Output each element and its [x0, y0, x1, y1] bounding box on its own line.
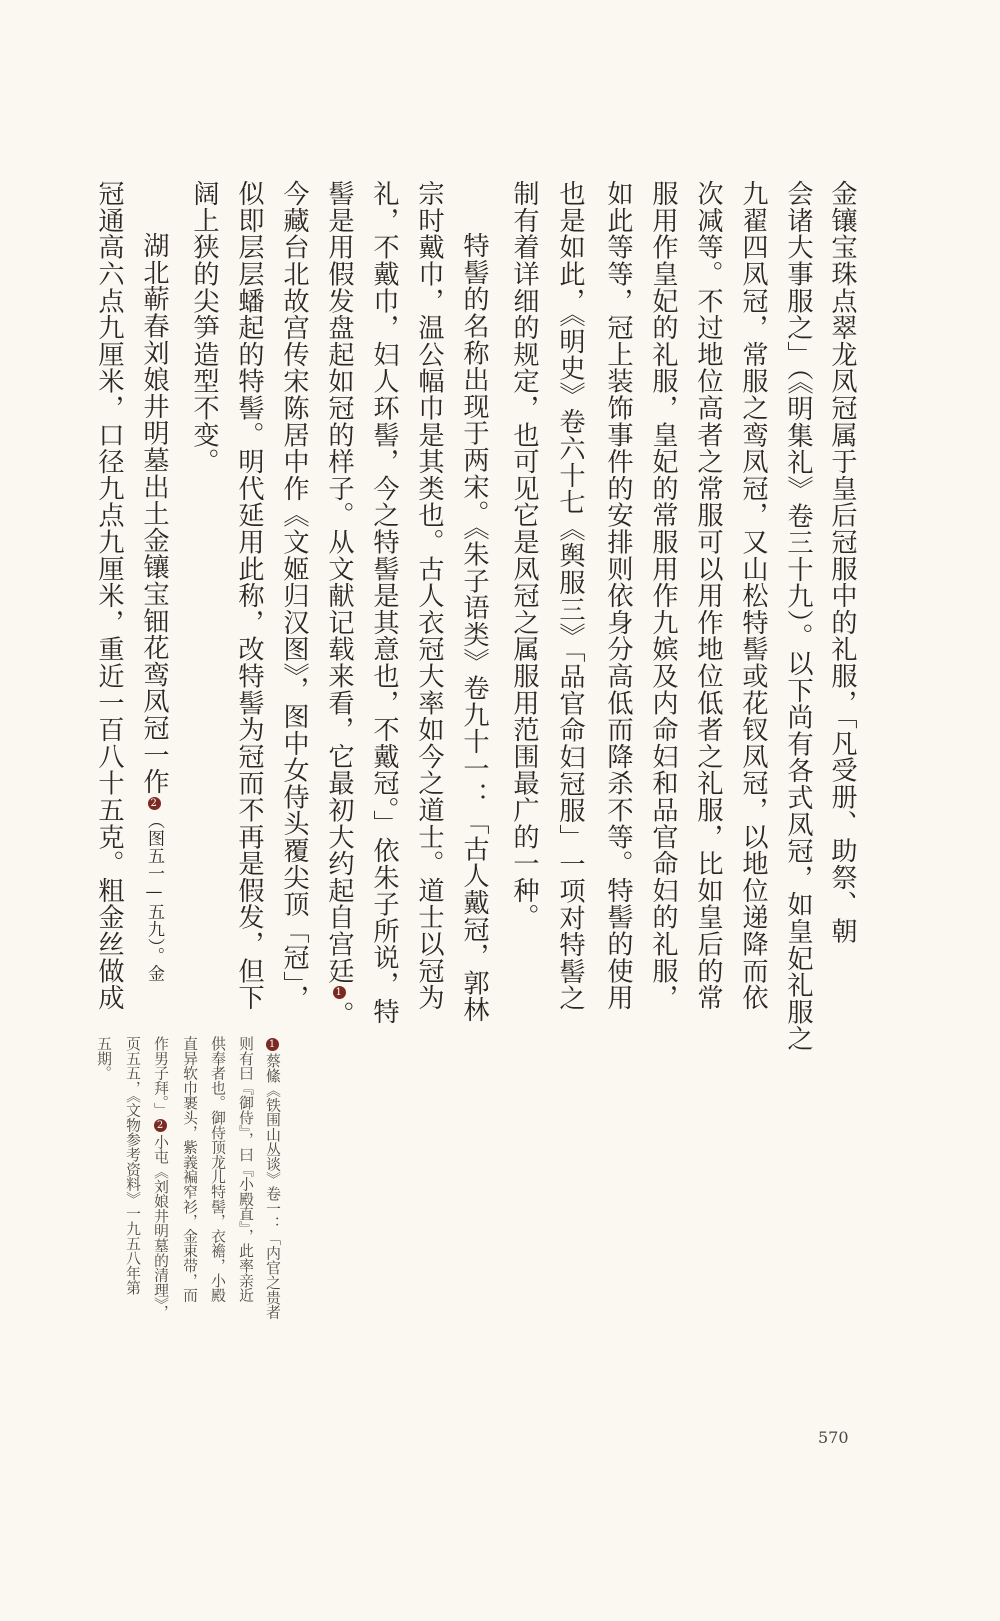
- footnote-1-column-5: [146, 1036, 174, 1396]
- footnote-2-column-2: 页五五，《文物参考资料》一九五八年第: [124, 1036, 141, 1295]
- footnote-1-text-5: 作男子拜。」: [152, 1036, 169, 1118]
- body-column-13: 今藏台北故宫传宋陈居中作《文姬归汉图》，图中女侍头覆尖顶「冠」，: [279, 180, 309, 1012]
- figure-reference: （图五一—五九）。金: [144, 811, 164, 983]
- body-column-12: 髻是用假发盘起如冠的样子。从文献记载来看，它最初大约起自宫廷1。: [324, 180, 354, 1028]
- footnote-2-text-1: 小屯《刘娘井明墓的清理》，: [152, 1134, 169, 1320]
- footnote-1-column-2: 则有曰『御侍』，曰『小殿直』，此率亲近: [237, 1036, 254, 1303]
- footnote-1-marker: 1: [266, 1038, 279, 1051]
- body-column-15: 阔上狭的尖笋造型不变。: [189, 180, 219, 475]
- body-column-2: [776, 180, 820, 1052]
- footnote-1-column-1: [258, 1036, 286, 1396]
- page-number: 570: [818, 1428, 849, 1447]
- body-column-10: 宗时戴巾，温公幅巾是其类也。古人衣冠大率如今之道士。道士以冠为: [414, 180, 444, 1011]
- body-column-16-text: 湖北蕲春刘娘井明墓出土金镶宝钿花鸾凤冠一作: [139, 232, 169, 795]
- footnote-marker-2[interactable]: 2: [148, 797, 161, 810]
- footnote-marker-1[interactable]: 1: [333, 986, 346, 999]
- body-column-16: [132, 232, 176, 983]
- body-column-9: 特髻的名称出现于两宋。《朱子语类》卷九十一：「古人戴冠，郭林: [459, 232, 489, 1023]
- footnote-1-text-1: 蔡絛《铁围山丛谈》卷一：「内官之贵者: [264, 1053, 281, 1320]
- body-column-6: 如此等等，冠上装饰事件的安排则依身分高低而降杀不等。特髻的使用: [603, 180, 633, 1011]
- footnote-2-column-3: 五期。: [95, 1036, 112, 1081]
- body-column-17: 冠通高六点九厘米，口径九点九厘米，重近一百八十五克。粗金丝做成: [94, 180, 124, 1011]
- body-column-1: 金镶宝珠点翠龙凤冠属于皇后冠服中的礼服，「凡受册、助祭、朝: [827, 180, 857, 945]
- body-column-14: 似即层层蟠起的特髻。明代延用此称，改特髻为冠而不再是假发，但下: [234, 180, 264, 1011]
- footnote-1-column-4: 直异软巾裹头，紫義褊窄衫，金束带，而: [181, 1036, 198, 1303]
- body-column-12-text: 髻是用假发盘起如冠的样子。从文献记载来看，它最初大约起自宫廷: [324, 180, 354, 984]
- footnote-1-column-3: 供奉者也。御侍顶龙儿特髻，衣襜，小殿: [209, 1036, 226, 1303]
- body-column-5: 服用作皇妃的礼服，皇妃的常服用作九嫔及内命妇和品官命妇的礼服，: [648, 180, 678, 1011]
- body-column-2-text: 会诸大事服之」（《明集礼》卷三十九）。以下尚有各式凤冠，如皇妃礼服之: [783, 180, 813, 1052]
- body-column-11: 礼，不戴巾，妇人环髻，今之特髻是其意也，不戴冠。」依朱子所说，特: [369, 180, 399, 1025]
- body-column-7: 也是如此，《明史》卷六十七《舆服三》「品官命妇冠服」一项对特髻之: [555, 180, 585, 1012]
- body-column-4: 次减等。不过地位高者之常服可以用作地位低者之礼服，比如皇后的常: [693, 180, 723, 1011]
- body-column-8: 制有着详细的规定，也可见它是凤冠之属服用范围最广的一种。: [509, 180, 539, 931]
- body-column-3: 九翟四凤冠，常服之鸾凤冠，又山松特髻或花钗凤冠，以地位递降而依: [738, 180, 768, 1011]
- footnote-2-marker: 2: [154, 1119, 167, 1132]
